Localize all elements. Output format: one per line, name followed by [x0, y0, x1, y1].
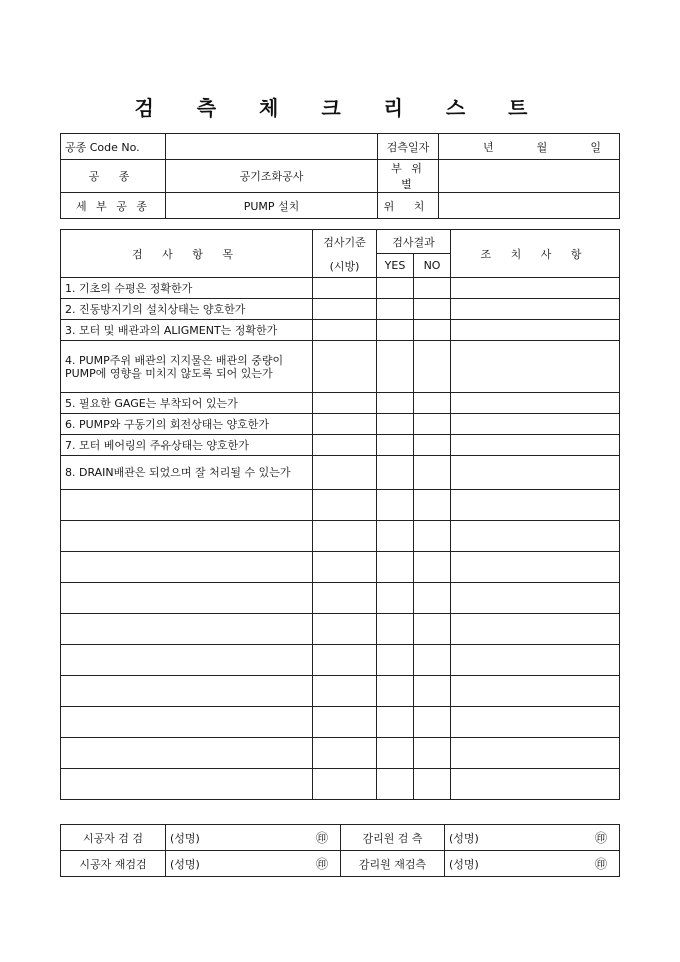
supervisor-reinspect-label: 감리원 재검측 [341, 851, 445, 877]
action-cell[interactable] [451, 414, 620, 435]
action-cell[interactable] [451, 583, 620, 614]
no-cell[interactable] [414, 299, 451, 320]
contractor-inspect-label: 시공자 검 검 [61, 825, 166, 851]
empty-row [61, 738, 620, 769]
no-cell[interactable] [414, 341, 451, 393]
action-cell[interactable] [451, 645, 620, 676]
standard-cell[interactable] [313, 414, 377, 435]
checklist-table [60, 229, 620, 800]
item-cell[interactable] [61, 676, 313, 707]
standard-cell[interactable] [313, 552, 377, 583]
action-cell[interactable] [451, 393, 620, 414]
name-placeholder: (성명) [449, 857, 479, 871]
standard-cell[interactable] [313, 614, 377, 645]
no-cell[interactable] [414, 521, 451, 552]
check-item: 8. DRAIN배관은 되었으며 잘 처리될 수 있는가 [61, 456, 313, 490]
table-row [61, 341, 620, 393]
check-item: 4. PUMP주위 배관의 지지물은 배관의 중량이 PUMP에 영향을 미치지 않도록 되어 있는가 [61, 341, 313, 393]
col-standard-sub: (시방) [329, 259, 360, 273]
no-cell[interactable] [414, 707, 451, 738]
table-row [61, 320, 620, 341]
item-cell[interactable] [61, 738, 313, 769]
name-placeholder: (성명) [170, 831, 200, 845]
empty-row [61, 769, 620, 800]
no-cell[interactable] [414, 456, 451, 490]
empty-row [61, 707, 620, 738]
seal-icon: ㊞ [315, 831, 328, 845]
signature-table [60, 824, 620, 877]
contractor-inspect-name[interactable] [166, 825, 341, 851]
action-cell[interactable] [451, 490, 620, 521]
standard-cell[interactable] [313, 583, 377, 614]
yes-cell[interactable] [377, 393, 414, 414]
item-cell[interactable] [61, 552, 313, 583]
position-value[interactable] [439, 193, 620, 219]
col-no-header: NO [414, 254, 451, 278]
check-item: 7. 모터 베어링의 주유상태는 양호한가 [61, 435, 313, 456]
yes-cell[interactable] [377, 435, 414, 456]
no-cell[interactable] [414, 645, 451, 676]
yes-cell[interactable] [377, 614, 414, 645]
yes-cell[interactable] [377, 676, 414, 707]
empty-row [61, 645, 620, 676]
col-standard-label: 검사기준 [323, 235, 366, 249]
table-row [61, 456, 620, 490]
location-label: 부 위 별 [378, 160, 439, 193]
seal-icon: ㊞ [594, 857, 607, 871]
check-item: 5. 필요한 GAGE는 부착되어 있는가 [61, 393, 313, 414]
subtrade-value[interactable]: PUMP 설치 [166, 193, 378, 219]
col-standard-header [313, 230, 377, 278]
subtrade-label: 세 부 공 종 [61, 193, 166, 219]
action-cell[interactable] [451, 552, 620, 583]
action-cell[interactable] [451, 521, 620, 552]
trade-label: 공 종 [61, 160, 166, 193]
no-cell[interactable] [414, 435, 451, 456]
action-cell[interactable] [451, 614, 620, 645]
col-result-header: 검사결과 [377, 230, 451, 254]
yes-cell[interactable] [377, 645, 414, 676]
standard-cell[interactable] [313, 320, 377, 341]
check-item: 2. 진동방지기의 설치상태는 양호한가 [61, 299, 313, 320]
action-cell[interactable] [451, 456, 620, 490]
yes-cell[interactable] [377, 769, 414, 800]
yes-cell[interactable] [377, 521, 414, 552]
empty-row [61, 676, 620, 707]
action-cell[interactable] [451, 707, 620, 738]
table-row [61, 435, 620, 456]
trade-value[interactable]: 공기조화공사 [166, 160, 378, 193]
standard-cell[interactable] [313, 456, 377, 490]
item-cell[interactable] [61, 707, 313, 738]
item-cell[interactable] [61, 490, 313, 521]
action-cell[interactable] [451, 341, 620, 393]
date-month: 월 [536, 140, 548, 154]
date-year: 년 [483, 140, 494, 154]
yes-cell[interactable] [377, 341, 414, 393]
seal-icon: ㊞ [594, 831, 607, 845]
no-cell[interactable] [414, 414, 451, 435]
action-cell[interactable] [451, 320, 620, 341]
empty-row [61, 614, 620, 645]
check-item: 1. 기초의 수평은 정확한가 [61, 278, 313, 299]
yes-cell[interactable] [377, 490, 414, 521]
code-value[interactable] [166, 134, 378, 160]
item-cell[interactable] [61, 645, 313, 676]
name-placeholder: (성명) [449, 831, 479, 845]
header-info-table [60, 133, 620, 219]
action-cell[interactable] [451, 738, 620, 769]
standard-cell[interactable] [313, 490, 377, 521]
action-cell[interactable] [451, 676, 620, 707]
position-label: 위 치 [378, 193, 439, 219]
standard-cell[interactable] [313, 645, 377, 676]
contractor-reinspect-name[interactable] [166, 851, 341, 877]
col-yes-header: YES [377, 254, 414, 278]
contractor-reinspect-label: 시공자 재검검 [61, 851, 166, 877]
yes-cell[interactable] [377, 583, 414, 614]
action-cell[interactable] [451, 435, 620, 456]
name-placeholder: (성명) [170, 857, 200, 871]
yes-cell[interactable] [377, 299, 414, 320]
standard-cell[interactable] [313, 707, 377, 738]
action-cell[interactable] [451, 769, 620, 800]
check-item: 3. 모터 및 배관과의 ALIGMENT는 정확한가 [61, 320, 313, 341]
empty-row [61, 552, 620, 583]
no-cell[interactable] [414, 278, 451, 299]
no-cell[interactable] [414, 393, 451, 414]
standard-cell[interactable] [313, 341, 377, 393]
supervisor-inspect-label: 감리원 검 측 [341, 825, 445, 851]
table-row [61, 414, 620, 435]
supervisor-reinspect-name[interactable] [445, 851, 620, 877]
check-item: 6. PUMP와 구동기의 회전상태는 양호한가 [61, 414, 313, 435]
standard-cell[interactable] [313, 769, 377, 800]
date-day: 일 [590, 140, 601, 154]
date-label: 검측일자 [378, 134, 439, 160]
location-value[interactable] [439, 160, 620, 193]
item-cell[interactable] [61, 614, 313, 645]
no-cell[interactable] [414, 490, 451, 521]
item-cell[interactable] [61, 521, 313, 552]
item-cell[interactable] [61, 769, 313, 800]
no-cell[interactable] [414, 769, 451, 800]
no-cell[interactable] [414, 614, 451, 645]
yes-cell[interactable] [377, 278, 414, 299]
empty-row [61, 583, 620, 614]
action-cell[interactable] [451, 299, 620, 320]
code-label: 공종 Code No. [61, 134, 166, 160]
standard-cell[interactable] [313, 521, 377, 552]
standard-cell[interactable] [313, 738, 377, 769]
no-cell[interactable] [414, 583, 451, 614]
standard-cell[interactable] [313, 676, 377, 707]
action-cell[interactable] [451, 278, 620, 299]
supervisor-inspect-name[interactable] [445, 825, 620, 851]
yes-cell[interactable] [377, 738, 414, 769]
empty-row [61, 490, 620, 521]
standard-cell[interactable] [313, 299, 377, 320]
yes-cell[interactable] [377, 456, 414, 490]
col-action-header: 조 치 사 항 [451, 230, 620, 278]
no-cell[interactable] [414, 738, 451, 769]
date-value[interactable] [439, 134, 620, 160]
item-cell[interactable] [61, 583, 313, 614]
no-cell[interactable] [414, 320, 451, 341]
table-row [61, 299, 620, 320]
yes-cell[interactable] [377, 320, 414, 341]
table-row [61, 393, 620, 414]
empty-row [61, 521, 620, 552]
standard-cell[interactable] [313, 435, 377, 456]
seal-icon: ㊞ [315, 857, 328, 871]
page-title: 검 측 체 크 리 스 트 [134, 96, 546, 120]
standard-cell[interactable] [313, 393, 377, 414]
yes-cell[interactable] [377, 707, 414, 738]
yes-cell[interactable] [377, 414, 414, 435]
no-cell[interactable] [414, 676, 451, 707]
no-cell[interactable] [414, 552, 451, 583]
table-row [61, 278, 620, 299]
yes-cell[interactable] [377, 552, 414, 583]
col-item-header: 검 사 항 목 [61, 230, 313, 278]
standard-cell[interactable] [313, 278, 377, 299]
